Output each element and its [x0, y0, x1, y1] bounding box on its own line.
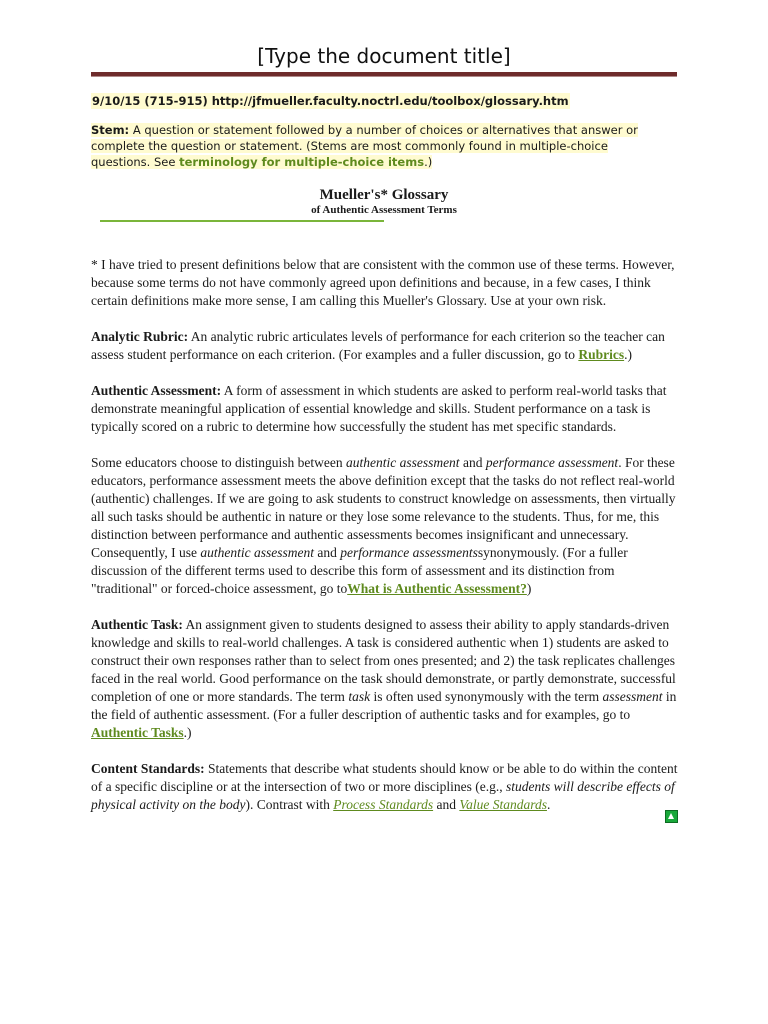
- value-standards-link[interactable]: Value Standards: [459, 797, 547, 812]
- content-standards-entry: [91, 760, 681, 814]
- analytic-rubric-text: An analytic rubric articulates levels of performance for each criterion so the teacher can assess student performance on each criterion. (For examples and a fuller discussion, go to: [91, 329, 665, 362]
- authentic-task-entry: [91, 616, 681, 742]
- stem-label: Stem:: [91, 123, 130, 137]
- content-standards-text-2: ). Contrast with: [245, 797, 334, 812]
- distinction-italic-3: authentic assessment: [200, 545, 314, 560]
- authentic-task-term: Authentic Task:: [91, 617, 183, 632]
- content-standards-after: .: [546, 797, 551, 812]
- authentic-task-text-1: An assignment given to students designed to assess their ability to apply standards-driven knowledge and skills to real-world challenges. A task is considered authentic when 1) students are asked to construct their own responses rather than to select from ones presented; and 2) the task replicates challenges faced in the real world. Good performance on the task should demonstrate, or partly demonstrate, successful completion of one or more standards. The term: [91, 617, 676, 704]
- glossary-subtitle: of Authentic Assessment Terms: [311, 204, 457, 216]
- title-divider: [91, 72, 677, 77]
- authentic-task-text-3: in the field of authentic assessment. (For a fuller description of authentic tasks and for examples, go to: [91, 689, 677, 722]
- content-standards-text-1: Statements that describe what students should know or be able to do within the content of a specific discipline or at the intersection of two or more disciplines (e.g.,: [91, 761, 678, 794]
- content-standards-term: Content Standards:: [91, 761, 205, 776]
- stem-text: A question or statement followed by a number of choices or alternatives that answer or complete the question or statement. (Stems are most commonly found in multiple-choice questions. See: [91, 123, 638, 169]
- analytic-rubric-entry: [91, 328, 681, 364]
- content-standards-italic: students will describe effects of physical activity on the body: [91, 779, 675, 812]
- authentic-assessment-term: Authentic Assessment:: [91, 383, 222, 398]
- analytic-rubric-after: .): [624, 347, 632, 362]
- stem-after: .): [424, 155, 433, 169]
- distinction-text-3: . For these educators, performance assessment meets the above definition except that the tasks do not reflect real-world (authentic) challenges. If we are going to ask students to construct knowledge on assessments, then virtually all such tasks should be authentic in nature or they lose some relevance to the students. Thus, for me, this distinction between performance and authentic assessments becomes insignificant and unnecessary. Consequently, I use: [91, 455, 676, 560]
- distinction-text-2: and: [459, 455, 486, 470]
- process-standards-link[interactable]: Process Standards: [333, 797, 434, 812]
- up-arrow-icon[interactable]: [665, 810, 678, 823]
- distinction-text-1: Some educators choose to distinguish between: [91, 455, 346, 470]
- distinction-after: ): [526, 581, 532, 596]
- intro-paragraph: * I have tried to present definitions below that are consistent with the common use of these terms. However, because some terms do not have commonly agreed upon definitions and because, in a few cases, I think certain definitions make more sense, I am calling this Mueller's Glossary. Use at your own risk.: [91, 257, 675, 308]
- document-title: [Type the document title]: [257, 44, 511, 68]
- distinction-italic-1: authentic assessment: [345, 455, 460, 470]
- distinction-text-4: and: [313, 545, 341, 560]
- glossary-title: Mueller's* Glossary: [319, 187, 449, 203]
- glossary-heading: [0, 187, 768, 216]
- analytic-rubric-term: Analytic Rubric:: [91, 329, 189, 344]
- what-is-authentic-assessment-link[interactable]: What is Authentic Assessment?: [347, 581, 527, 596]
- authentic-task-italic-1: task: [348, 689, 371, 704]
- glossary-divider: [100, 220, 384, 222]
- distinction-paragraph: [91, 454, 681, 598]
- authentic-assessment-entry: [91, 382, 681, 436]
- authentic-task-after: .): [183, 725, 192, 740]
- distinction-italic-4: performance assessments: [340, 545, 478, 560]
- rubrics-link[interactable]: Rubrics: [578, 347, 625, 362]
- authentic-assessment-text: A form of assessment in which students are asked to perform real-world tasks that demonstrate meaningful application of essential knowledge and skills. Student performance on a task is typically scored on a rubric to determine how successfully the student has met specific standards.: [91, 383, 667, 434]
- stem-definition: [91, 122, 651, 170]
- source-line: 9/10/15 (715-915) http://jfmueller.faculty.noctrl.edu/toolbox/glossary.htm: [92, 94, 569, 108]
- distinction-text-5: synonymously. (For a fuller discussion of the different terms used to describe this form of assessment and its distinction from "traditional" or forced-choice assessment, go to: [91, 545, 628, 596]
- mc-terminology-link[interactable]: terminology for multiple-choice items: [179, 155, 425, 169]
- distinction-italic-2: performance assessment: [485, 455, 619, 470]
- content-standards-text-3: and: [433, 797, 460, 812]
- glossary-body: [91, 256, 681, 832]
- authentic-tasks-link[interactable]: Authentic Tasks: [91, 725, 184, 740]
- authentic-task-text-2: is often used synonymously with the term: [370, 689, 603, 704]
- authentic-task-italic-2: assessment: [602, 689, 663, 704]
